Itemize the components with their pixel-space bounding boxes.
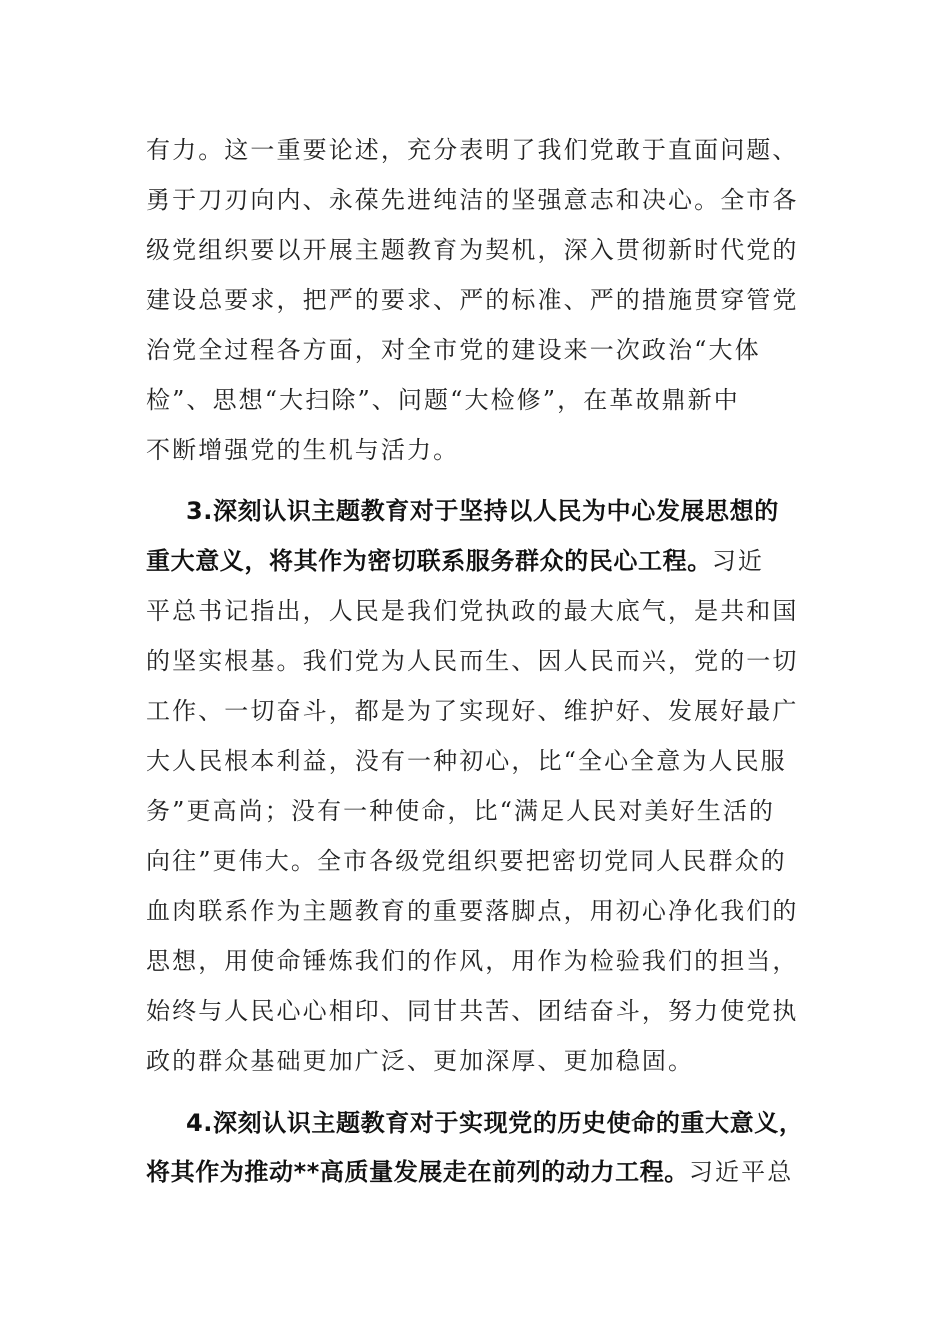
paragraph-line: 建设总要求，把严的要求、严的标准、严的措施贯穿管党 (146, 286, 799, 314)
paragraph-line: 不断增强党的生机与活力。 (146, 436, 460, 464)
section-4-heading: 4.深刻认识主题教育对于实现党的历史使命的重大意义， (186, 1109, 804, 1137)
paragraph-line: 平总书记指出，人民是我们党执政的最大底气，是共和国 (146, 597, 799, 625)
section-4-heading-line-2 (146, 1155, 806, 1189)
paragraph-line: 有力。这一重要论述，充分表明了我们党敢于直面问题、 (146, 136, 799, 164)
paragraph-line: 勇于刀刃向内、永葆先进纯洁的坚强意志和决心。全市各 (146, 186, 799, 214)
section-4-body-start: 习近平总 (688, 1158, 794, 1186)
paragraph-line: 大人民根本利益，没有一种初心，比“全心全意为人民服 (146, 747, 787, 775)
paragraph-line: 治党全过程各方面，对全市党的建设来一次政治“大体 (146, 336, 761, 364)
paragraph-line: 级党组织要以开展主题教育为契机，深入贯彻新时代党的 (146, 236, 799, 264)
paragraph-line: 思想，用使命锤炼我们的作风，用作为检验我们的担当， (146, 947, 799, 975)
paragraph-line: 检”、思想“大扫除”、问题“大检修”，在革故鼎新中 (146, 386, 740, 414)
paragraph-line: 始终与人民心心相印、同甘共苦、团结奋斗，努力使党执 (146, 997, 799, 1025)
section-3-heading: 3.深刻认识主题教育对于坚持以人民为中心发展思想的 (186, 497, 779, 525)
paragraph-line: 工作、一切奋斗，都是为了实现好、维护好、发展好最广 (146, 697, 799, 725)
paragraph-line: 血肉联系作为主题教育的重要落脚点，用初心净化我们的 (146, 897, 799, 925)
section-3-heading-cont: 重大意义，将其作为密切联系服务群众的民心工程。 (146, 547, 712, 575)
section-4-heading-cont: 将其作为推动**高质量发展走在前列的动力工程。 (146, 1158, 689, 1186)
paragraph-line: 的坚实根基。我们党为人民而生、因人民而兴，党的一切 (146, 647, 799, 675)
paragraph-line: 向往”更伟大。全市各级党组织要把密切党同人民群众的 (146, 847, 787, 875)
paragraph-line: 务”更高尚；没有一种使命，比“满足人民对美好生活的 (146, 797, 776, 825)
section-3-body-start: 习近 (711, 547, 765, 575)
section-3-heading-line-2 (146, 544, 806, 578)
paragraph-line: 政的群众基础更加广泛、更加深厚、更加稳固。 (146, 1047, 695, 1075)
